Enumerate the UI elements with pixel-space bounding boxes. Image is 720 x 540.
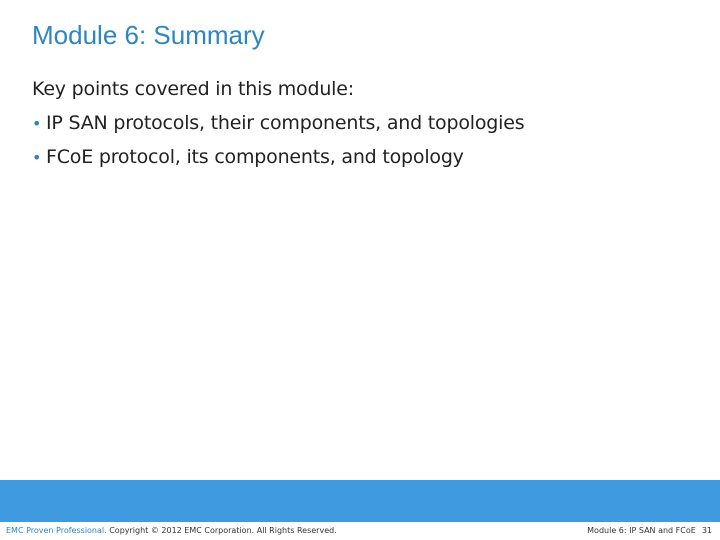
footer-copyright [6,526,337,535]
list-item [32,146,524,180]
page-number: 31 [701,526,712,535]
footer-copyright-text: Copyright © 2012 EMC Corporation. All Rights Reserved. [106,526,337,535]
footer-module-name: Module 6: IP SAN and FCoE [587,526,696,535]
bullet-list [32,112,524,180]
footer [0,522,720,540]
list-item [32,112,524,146]
bullet-text: IP SAN protocols, their components, and topologies [46,112,525,134]
bullet-text: FCoE protocol, its components, and topology [46,146,464,168]
footer-module-info [587,526,712,535]
footer-bar [0,480,720,522]
bullet-icon: • [32,114,42,133]
footer-brand: EMC Proven Professional. [6,526,107,535]
intro-text: Key points covered in this module: [32,78,354,100]
bullet-icon: • [32,148,42,167]
slide-title: Module 6: Summary [32,20,265,50]
